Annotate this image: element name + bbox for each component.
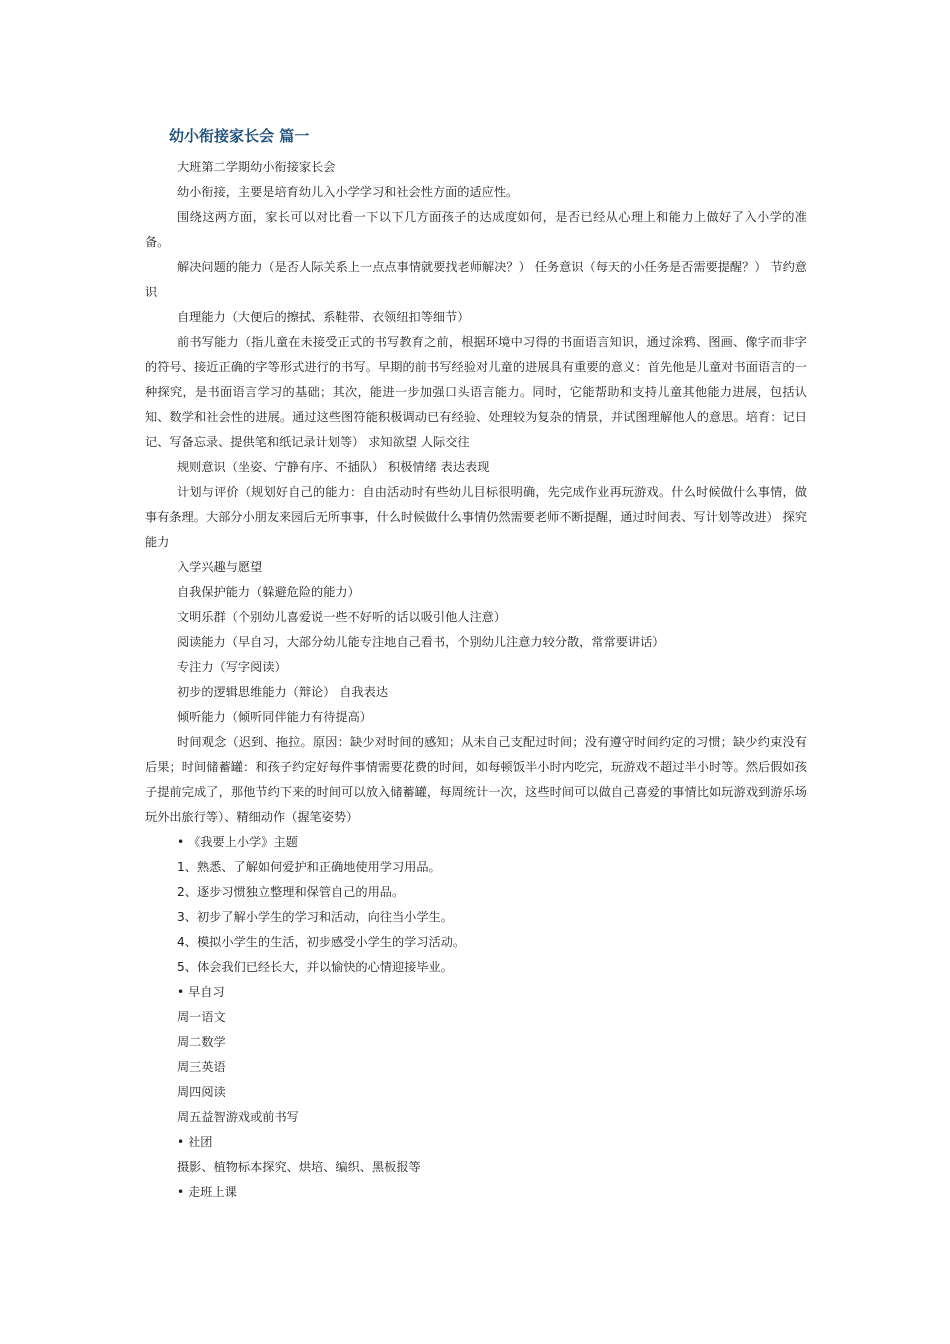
paragraph: 倾听能力（倾听同伴能力有待提高） [177, 710, 372, 724]
list-item: 1、熟悉、了解如何爱护和正确地使用学习用品。 [177, 860, 441, 874]
document-page [145, 125, 807, 1205]
list-item: 周一语文 [177, 1010, 226, 1024]
paragraph: 幼小衔接，主要是培育幼儿入小学学习和社会性方面的适应性。 [177, 185, 519, 199]
list-item: 周三英语 [177, 1060, 226, 1074]
list-item: 摄影、植物标本探究、烘培、编织、黑板报等 [177, 1160, 421, 1174]
paragraph: 初步的逻辑思维能力（辩论） 自我表达 [177, 685, 389, 699]
list-item: 5、体会我们已经长大，并以愉快的心情迎接毕业。 [177, 960, 453, 974]
list-item: 3、初步了解小学生的学习和活动，向往当小学生。 [177, 910, 453, 924]
paragraph: 入学兴趣与愿望 [177, 560, 263, 574]
list-item: 周二数学 [177, 1035, 226, 1049]
paragraph: 阅读能力（早自习，大部分幼儿能专注地自己看书，个别幼儿注意力较分散，常常要讲话） [177, 635, 665, 649]
bullet-heading: • 《我要上小学》主题 [177, 835, 298, 849]
paragraph: 围绕这两方面，家长可以对比看一下以下几方面孩子的达成度如何，是否已经从心理上和能力上做好了入小学的准备。 [145, 210, 807, 249]
bullet-heading: • 社团 [177, 1135, 213, 1149]
paragraph: 专注力（写字阅读） [177, 660, 287, 674]
paragraph: 文明乐群（个别幼儿喜爱说一些不好听的话以吸引他人注意） [177, 610, 507, 624]
document-title: 幼小衔接家长会 篇一 [169, 127, 310, 145]
paragraph: 前书写能力（指儿童在未接受正式的书写教育之前，根据环境中习得的书面语言知识，通过涂鸦、图画、像字而非字的符号、接近正确的字等形式进行的书写。早期的前书写经验对儿童的进展具有重要的意义：首先他是儿童对书面语言的一种探究，是书面语言学习的基础；其次，能进一步加强口头语言能力。同时，它能帮助和支持儿童其他能力进展，包括认知、数学和社会性的进展。通过这些图符能积极调动已有经验、处理较为复杂的情景，并试图理解他人的意思。培育：记日记、写备忘录、提供笔和纸记录计划等） 求知欲望 人际交往 [145, 335, 807, 449]
paragraph: 计划与评价（规划好自己的能力：自由活动时有些幼儿目标很明确，先完成作业再玩游戏。什么时候做什么事情，做事有条理。大部分小朋友来园后无所事事，什么时候做什么事情仍然需要老师不断提醒，通过时间表、写计划等改进） 探究能力 [145, 485, 807, 549]
paragraph: 自我保护能力（躲避危险的能力） [177, 585, 360, 599]
list-item: 2、逐步习惯独立整理和保管自己的用品。 [177, 885, 405, 899]
paragraph: 时间观念（迟到、拖拉。原因：缺少对时间的感知；从未自己支配过时间；没有遵守时间约定的习惯；缺少约束没有后果；时间储蓄罐：和孩子约定好每件事情需要花费的时间，如每顿饭半小时内吃完，玩游戏不超过半小时等。然后假如孩子提前完成了，那他节约下来的时间可以放入储蓄罐，每周统计一次，这些时间可以做自己喜爱的事情比如玩游戏到游乐场玩外出旅行等）、精细动作（握笔姿势） [145, 735, 807, 824]
paragraph: 规则意识（坐姿、宁静有序、不插队） 积极情绪 表达表现 [177, 460, 490, 474]
paragraph: 大班第二学期幼小衔接家长会 [177, 160, 336, 174]
bullet-heading: • 走班上课 [177, 1185, 237, 1199]
paragraph: 自理能力（大便后的擦拭、系鞋带、衣领纽扣等细节） [177, 310, 470, 324]
list-item: 周五益智游戏或前书写 [177, 1110, 299, 1124]
bullet-heading: • 早自习 [177, 985, 225, 999]
paragraph: 解决问题的能力（是否人际关系上一点点事情就要找老师解决？） 任务意识（每天的小任务是否需要提醒？） 节约意识 [145, 260, 807, 299]
list-item: 周四阅读 [177, 1085, 226, 1099]
list-item: 4、模拟小学生的生活，初步感受小学生的学习活动。 [177, 935, 466, 949]
